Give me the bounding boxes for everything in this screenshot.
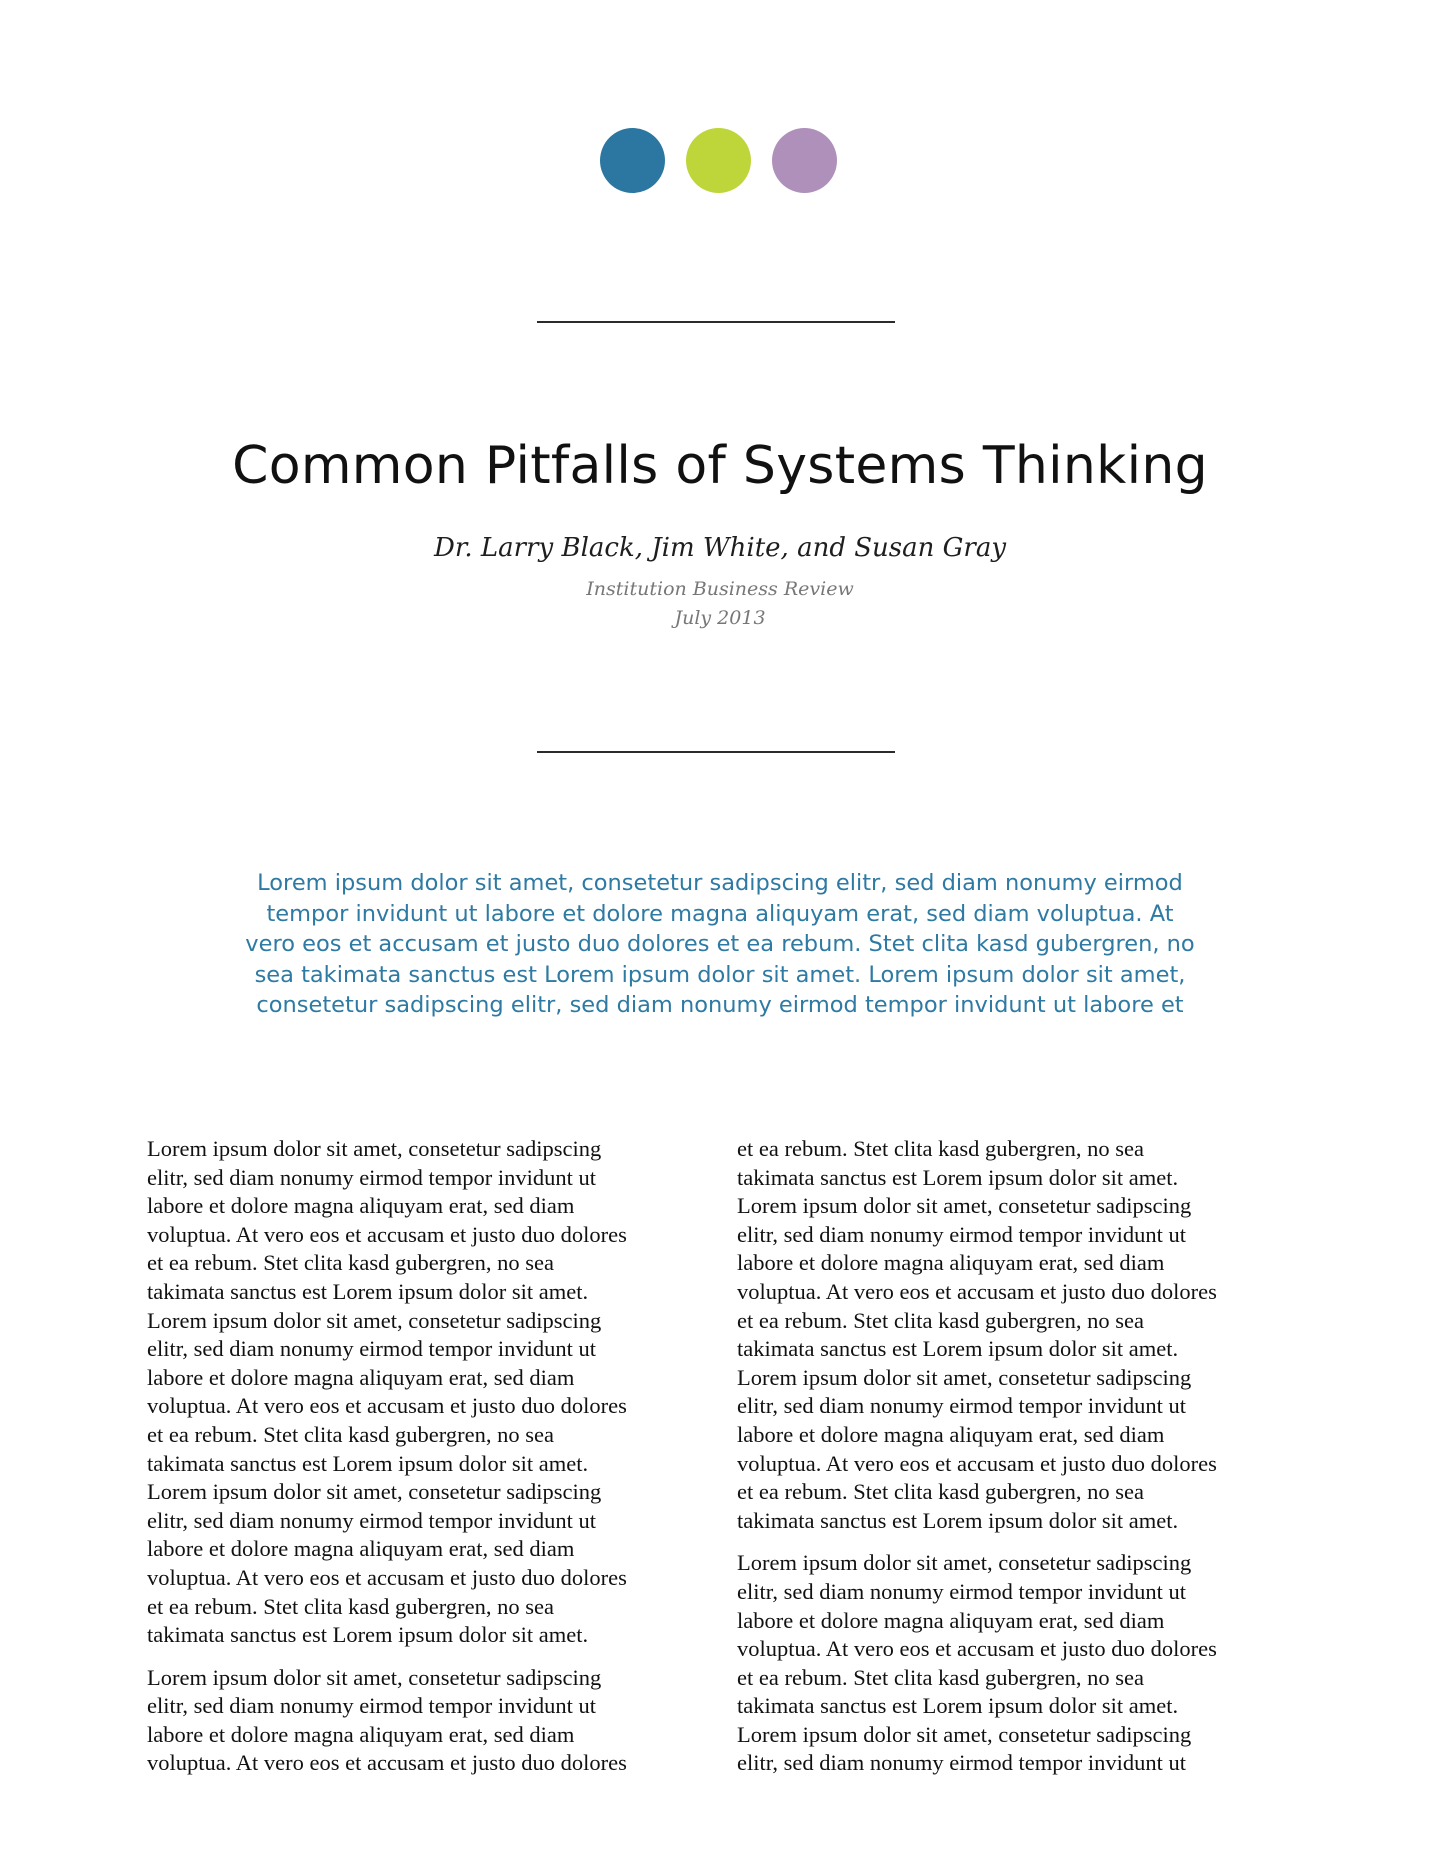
body-paragraph	[147, 1664, 707, 1778]
body-text-line: labore et dolore magna aliquyam erat, sed diam	[737, 1607, 1165, 1633]
top-divider	[537, 321, 895, 323]
body-text-line: takimata sanctus est Lorem ipsum dolor sit amet.	[147, 1278, 589, 1304]
abstract-line: consetetur sadipscing elitr, sed diam nonumy eirmod tempor invidunt ut labore et	[256, 992, 1184, 1018]
body-paragraph	[737, 1549, 1297, 1778]
body-text-line: et ea rebum. Stet clita kasd gubergren, no sea	[147, 1250, 554, 1276]
body-text-line: et ea rebum. Stet clita kasd gubergren, no sea	[147, 1421, 554, 1447]
body-text-line: voluptua. At vero eos et accusam et justo duo dolores	[147, 1393, 627, 1419]
body-text-line: et ea rebum. Stet clita kasd gubergren, no sea	[737, 1664, 1144, 1690]
decorative-dots	[600, 128, 840, 194]
body-text-line: Lorem ipsum dolor sit amet, consetetur sadipscing	[147, 1479, 602, 1505]
body-text-line: labore et dolore magna aliquyam erat, sed diam	[737, 1250, 1165, 1276]
body-text-line: voluptua. At vero eos et accusam et justo duo dolores	[147, 1750, 627, 1776]
document-title: Common Pitfalls of Systems Thinking	[232, 436, 1208, 496]
body-text-line: Lorem ipsum dolor sit amet, consetetur sadipscing	[147, 1136, 602, 1161]
bottom-divider	[537, 751, 895, 753]
body-text-line: voluptua. At vero eos et accusam et justo duo dolores	[737, 1636, 1217, 1662]
body-text-line: labore et dolore magna aliquyam erat, sed diam	[737, 1421, 1165, 1447]
body-text-line: voluptua. At vero eos et accusam et justo duo dolores	[147, 1564, 627, 1590]
author-byline: Dr. Larry Black, Jim White, and Susan Gray	[433, 533, 1007, 563]
body-text-line: elitr, sed diam nonumy eirmod tempor invidunt ut	[147, 1336, 597, 1362]
purple-dot	[772, 128, 837, 193]
body-text-line: labore et dolore magna aliquyam erat, sed diam	[147, 1364, 575, 1390]
body-text-line: elitr, sed diam nonumy eirmod tempor invidunt ut	[737, 1578, 1187, 1604]
body-text-line: Lorem ipsum dolor sit amet, consetetur sadipscing	[737, 1550, 1192, 1576]
body-text-line: labore et dolore magna aliquyam erat, sed diam	[147, 1536, 575, 1562]
abstract-line: Lorem ipsum dolor sit amet, consetetur sadipscing elitr, sed diam nonumy eirmod	[257, 870, 1183, 896]
body-text-line: Lorem ipsum dolor sit amet, consetetur sadipscing	[737, 1364, 1192, 1390]
body-text-line: voluptua. At vero eos et accusam et justo duo dolores	[737, 1450, 1217, 1476]
body-column-left	[147, 1135, 707, 1792]
body-text-line: Lorem ipsum dolor sit amet, consetetur sadipscing	[147, 1664, 602, 1690]
body-text-line: elitr, sed diam nonumy eirmod tempor invidunt ut	[147, 1164, 597, 1190]
body-text-line: takimata sanctus est Lorem ipsum dolor sit amet.	[737, 1693, 1179, 1719]
body-text-line: et ea rebum. Stet clita kasd gubergren, no sea	[737, 1479, 1144, 1505]
body-text-line: labore et dolore magna aliquyam erat, sed diam	[147, 1193, 575, 1219]
body-text-line: voluptua. At vero eos et accusam et justo duo dolores	[737, 1278, 1217, 1304]
body-text-line: takimata sanctus est Lorem ipsum dolor sit amet.	[737, 1164, 1179, 1190]
body-text-line: Lorem ipsum dolor sit amet, consetetur sadipscing	[147, 1307, 602, 1333]
abstract-line: vero eos et accusam et justo duo dolores et ea rebum. Stet clita kasd gubergren, no	[245, 931, 1195, 957]
body-text-line: elitr, sed diam nonumy eirmod tempor invidunt ut	[737, 1393, 1187, 1419]
body-text-line: et ea rebum. Stet clita kasd gubergren, no sea	[737, 1307, 1144, 1333]
body-text-line: Lorem ipsum dolor sit amet, consetetur sadipscing	[737, 1721, 1192, 1747]
body-paragraph	[147, 1135, 707, 1650]
body-text-line: takimata sanctus est Lorem ipsum dolor sit amet.	[147, 1622, 589, 1648]
body-text-line: takimata sanctus est Lorem ipsum dolor sit amet.	[737, 1336, 1179, 1362]
body-text-line: et ea rebum. Stet clita kasd gubergren, no sea	[737, 1136, 1144, 1161]
abstract-line: sea takimata sanctus est Lorem ipsum dolor sit amet. Lorem ipsum dolor sit amet,	[254, 961, 1186, 988]
publication-name: Institution Business Review	[586, 578, 854, 600]
body-text-line: elitr, sed diam nonumy eirmod tempor invidunt ut	[737, 1750, 1187, 1776]
green-dot	[686, 128, 751, 193]
abstract	[210, 868, 1230, 1021]
body-text-line: takimata sanctus est Lorem ipsum dolor sit amet.	[737, 1507, 1179, 1533]
body-text-line: et ea rebum. Stet clita kasd gubergren, no sea	[147, 1593, 554, 1619]
body-column-right	[737, 1135, 1297, 1792]
body-text-line: elitr, sed diam nonumy eirmod tempor invidunt ut	[147, 1693, 597, 1719]
abstract-line: tempor invidunt ut labore et dolore magna aliquyam erat, sed diam voluptua. At	[266, 900, 1174, 927]
body-text-line: elitr, sed diam nonumy eirmod tempor invidunt ut	[147, 1507, 597, 1533]
body-text-line: Lorem ipsum dolor sit amet, consetetur sadipscing	[737, 1193, 1192, 1219]
body-text-line: takimata sanctus est Lorem ipsum dolor sit amet.	[147, 1450, 589, 1476]
body-text-line: elitr, sed diam nonumy eirmod tempor invidunt ut	[737, 1221, 1187, 1247]
body-text-line: voluptua. At vero eos et accusam et justo duo dolores	[147, 1221, 627, 1247]
body-paragraph	[737, 1135, 1297, 1535]
body-text-line: labore et dolore magna aliquyam erat, sed diam	[147, 1721, 575, 1747]
publication-date: July 2013	[674, 607, 766, 629]
blue-dot	[600, 128, 665, 193]
